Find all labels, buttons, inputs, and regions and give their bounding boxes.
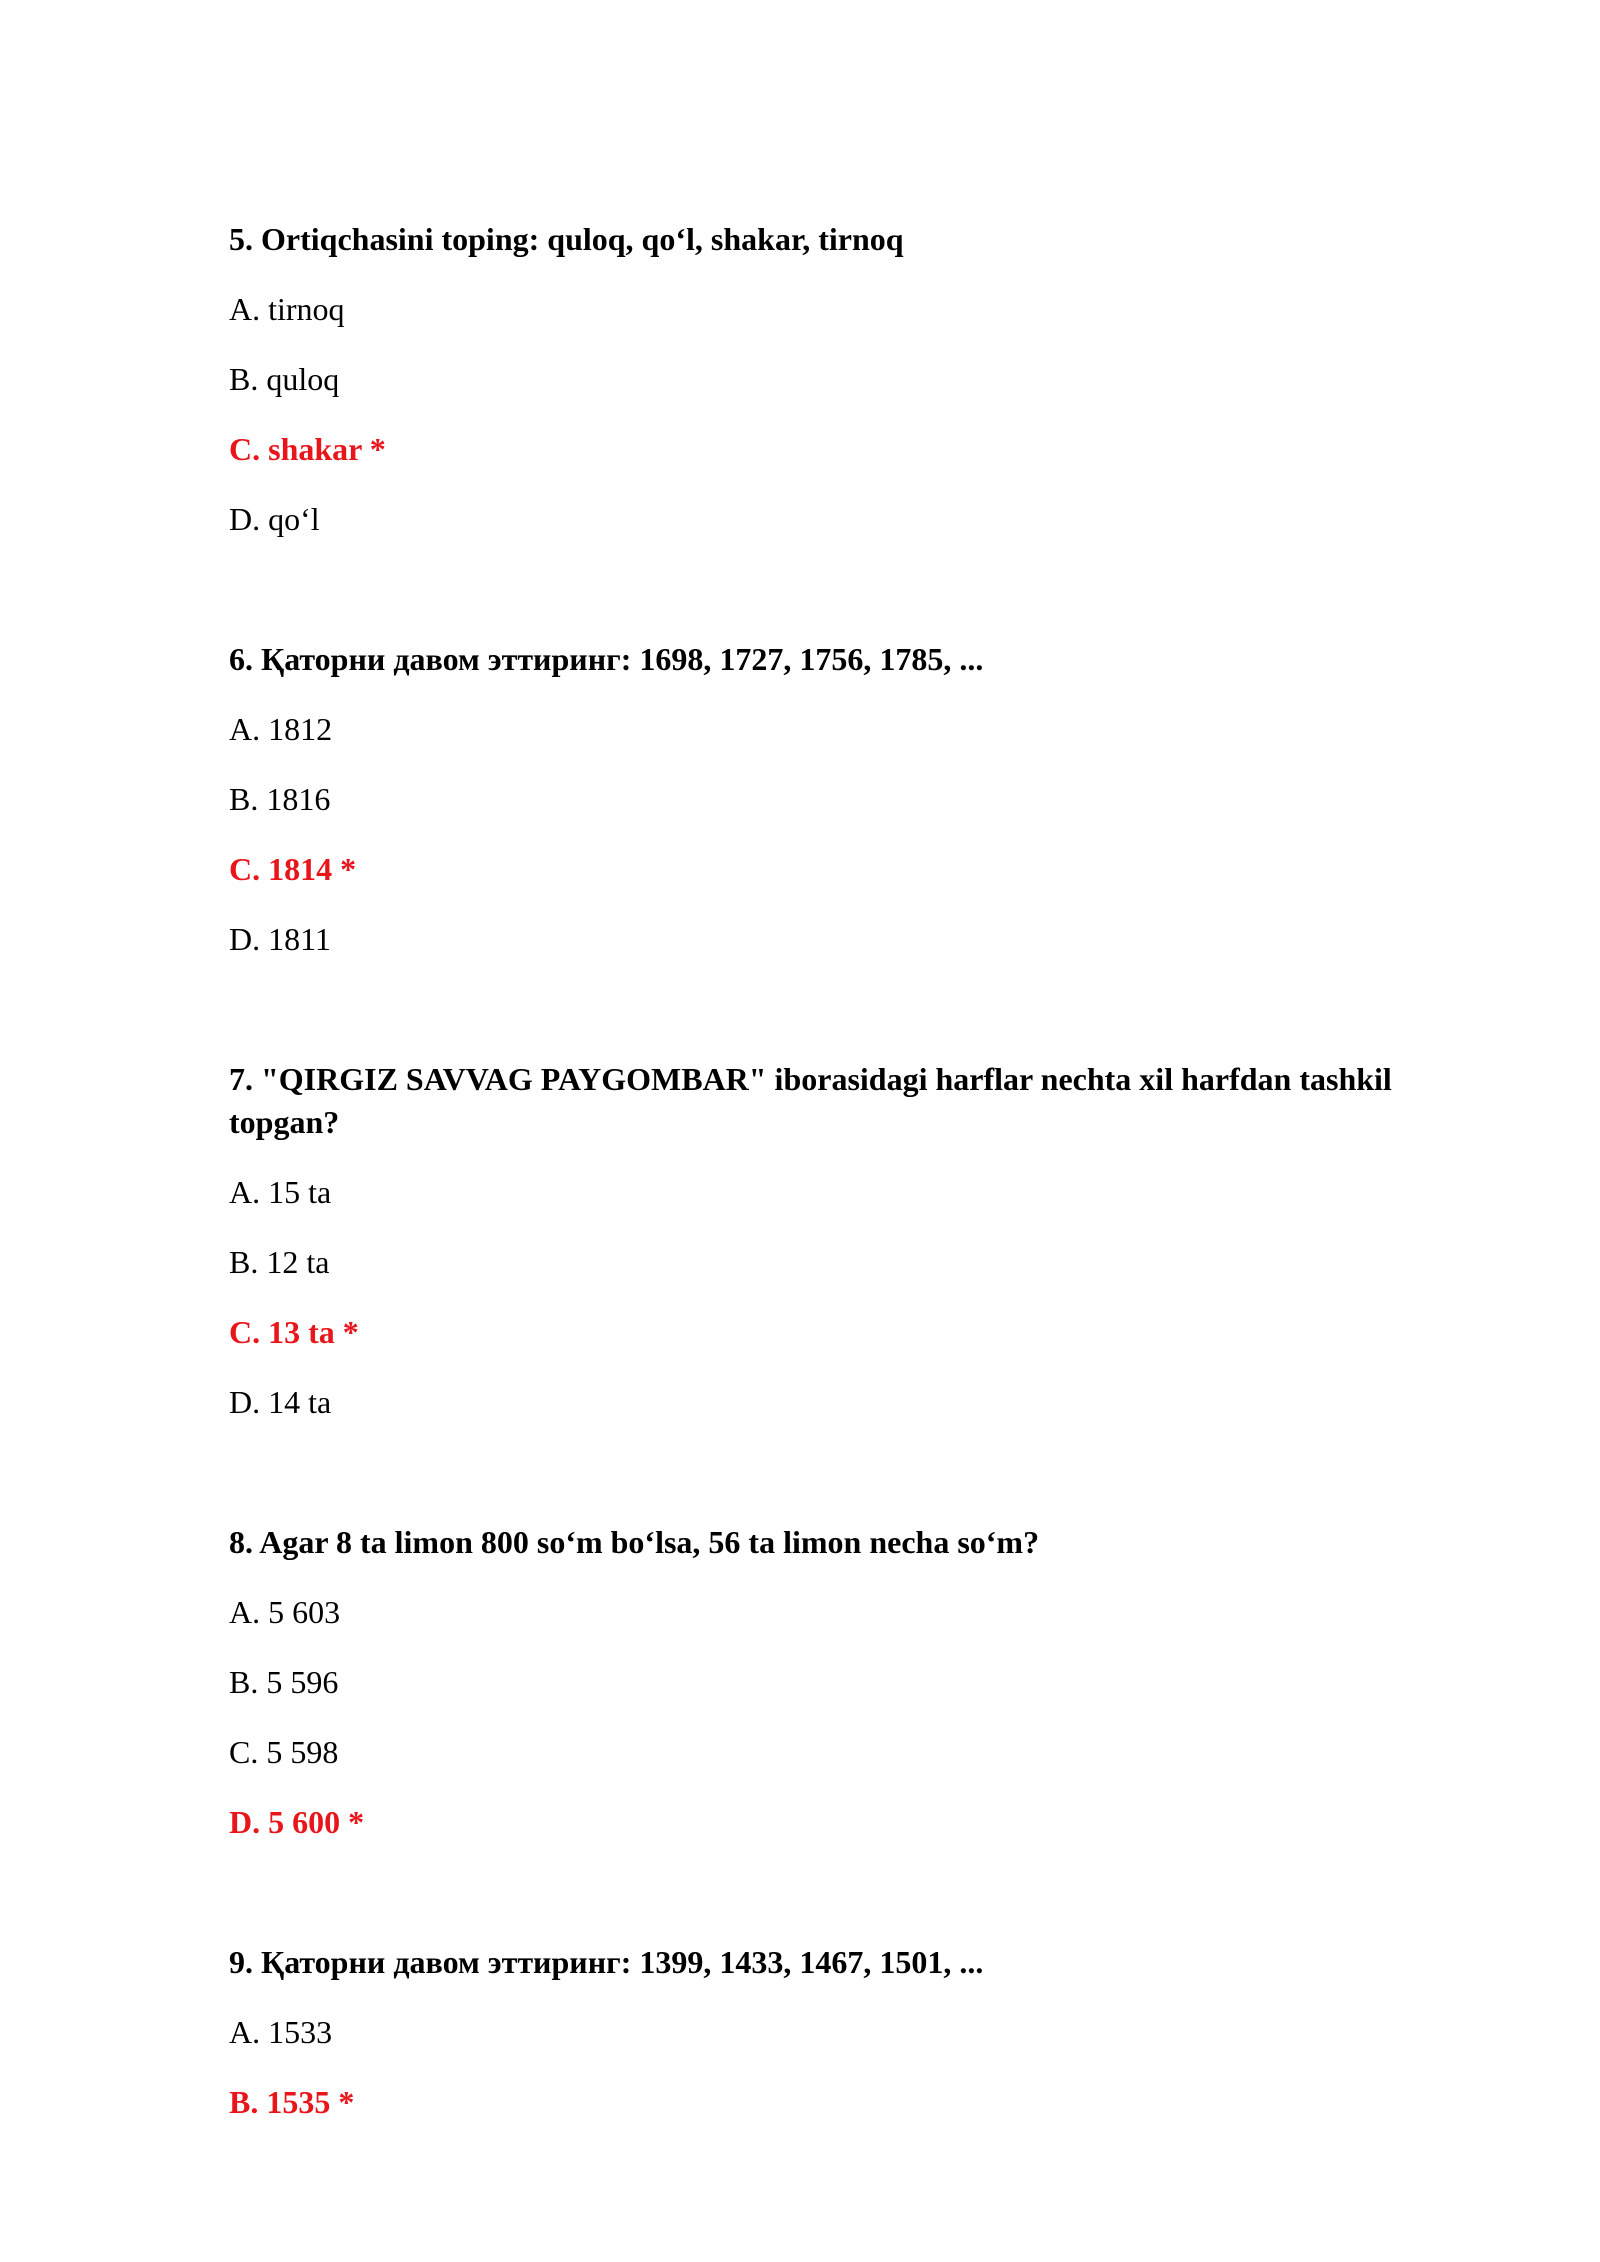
question-8	[229, 1521, 1429, 1844]
answer-options	[229, 1171, 1429, 1424]
question-text: 8. Agar 8 ta limon 800 so‘m bo‘lsa, 56 ta limon necha so‘m?	[229, 1524, 1040, 1560]
answer-option-a: A. 5 603	[229, 1594, 341, 1630]
answer-option-b-correct: B. 1535 *	[229, 2084, 355, 2120]
question-text: 5. Ortiqchasini toping: quloq, qo‘l, shakar, tirnoq	[229, 221, 904, 257]
answer-option-d: D. 14 ta	[229, 1384, 332, 1420]
answer-options	[229, 708, 1429, 961]
answer-option-b: B. 12 ta	[229, 1244, 330, 1280]
answer-option-a: A. 1812	[229, 711, 333, 747]
question-text: 6. Қаторни давом эттиринг: 1698, 1727, 1756, 1785, ...	[229, 641, 984, 677]
question-text: 7. "QIRGIZ SAVVAG PAYGOMBAR" iborasidagi harflar nechta xil harfdan tashkil topgan?	[229, 1061, 1392, 1140]
answer-option-d: D. qo‘l	[229, 501, 320, 537]
answer-option-d: D. 1811	[229, 921, 331, 957]
question-9	[229, 1941, 1429, 2124]
answer-option-b: B. quloq	[229, 361, 340, 397]
answer-option-c: C. 5 598	[229, 1734, 339, 1770]
answer-option-a: A. 1533	[229, 2014, 333, 2050]
question-spacer	[229, 1844, 1429, 1941]
question-7	[229, 1058, 1429, 1424]
question-text: 9. Қаторни давом эттиринг: 1399, 1433, 1467, 1501, ...	[229, 1944, 984, 1980]
question-spacer	[229, 961, 1429, 1058]
question-5	[229, 218, 1429, 541]
answer-options	[229, 2011, 1429, 2124]
quiz-page	[229, 218, 1429, 2124]
answer-option-a: A. tirnoq	[229, 291, 345, 327]
answer-option-b: B. 1816	[229, 781, 331, 817]
answer-option-c-correct: C. shakar *	[229, 431, 386, 467]
question-spacer	[229, 1424, 1429, 1521]
answer-option-c-correct: C. 1814 *	[229, 851, 357, 887]
answer-option-c-correct: C. 13 ta *	[229, 1314, 359, 1350]
answer-options	[229, 1591, 1429, 1844]
answer-option-a: A. 15 ta	[229, 1174, 332, 1210]
answer-options	[229, 288, 1429, 541]
question-6	[229, 638, 1429, 961]
answer-option-b: B. 5 596	[229, 1664, 339, 1700]
answer-option-d-correct: D. 5 600 *	[229, 1804, 365, 1840]
question-spacer	[229, 541, 1429, 638]
